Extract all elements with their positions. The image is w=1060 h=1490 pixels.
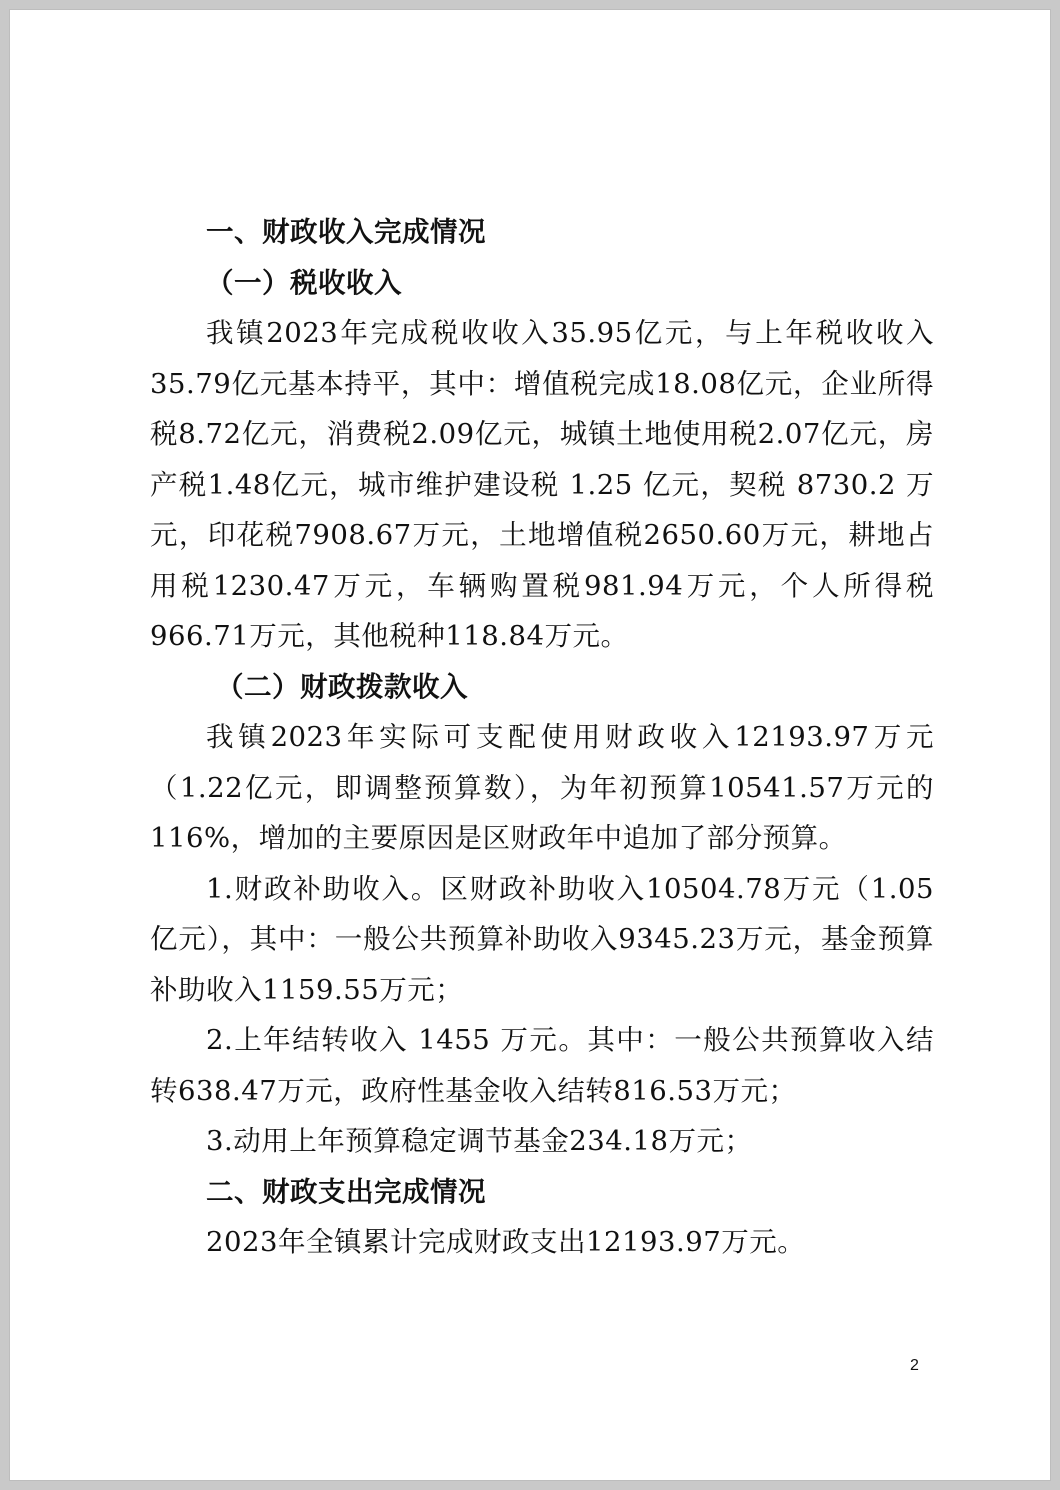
- tax-paragraph: 我镇2023年完成税收收入35.95亿元，与上年税收收入35.79亿元基本持平，其中：增值税完成18.08亿元，企业所得税8.72亿元，消费税2.09亿元，城镇土地使用税2.07亿元，房产税1.48亿元，城市维护建设税 1.25 亿元，契税 8730.2 万元，印花税7908.67万元，土地增值税2650.60万元，耕地占用税1230.47万元，车辆购置税981.94万元，个人所得税966.71万元，其他税种118.84万元。: [150, 317, 934, 652]
- revenue-heading: 一、财政收入完成情况: [206, 216, 486, 248]
- expenditure-paragraph: 2023年全镇累计完成财政支出12193.97万元。: [206, 1226, 806, 1258]
- allocation-subheading: （二）财政拨款收入: [216, 670, 468, 703]
- document-page: [10, 10, 1050, 1480]
- page-number: 2: [910, 1357, 919, 1374]
- tax-subheading: （一）税收收入: [206, 266, 402, 299]
- subsidy-income-item: 1.财政补助收入。区财政补助收入10504.78万元（1.05亿元），其中：一般公共预算补助收入9345.23万元，基金预算补助收入1159.55万元；: [150, 872, 934, 1006]
- allocation-paragraph: 我镇2023年实际可支配使用财政收入12193.97万元（1.22亿元，即调整预算数），为年初预算10541.57万元的 116%，增加的主要原因是区财政年中追加了部分预算。: [150, 721, 934, 854]
- document-body: [150, 207, 934, 1268]
- carryover-income-item: 2.上年结转收入 1455 万元。其中：一般公共预算收入结转638.47万元，政府性基金收入结转816.53万元；: [150, 1024, 934, 1107]
- stabilization-fund-item: 3.动用上年预算稳定调节基金234.18万元；: [206, 1125, 753, 1157]
- expenditure-heading: 二、财政支出完成情况: [206, 1175, 486, 1208]
